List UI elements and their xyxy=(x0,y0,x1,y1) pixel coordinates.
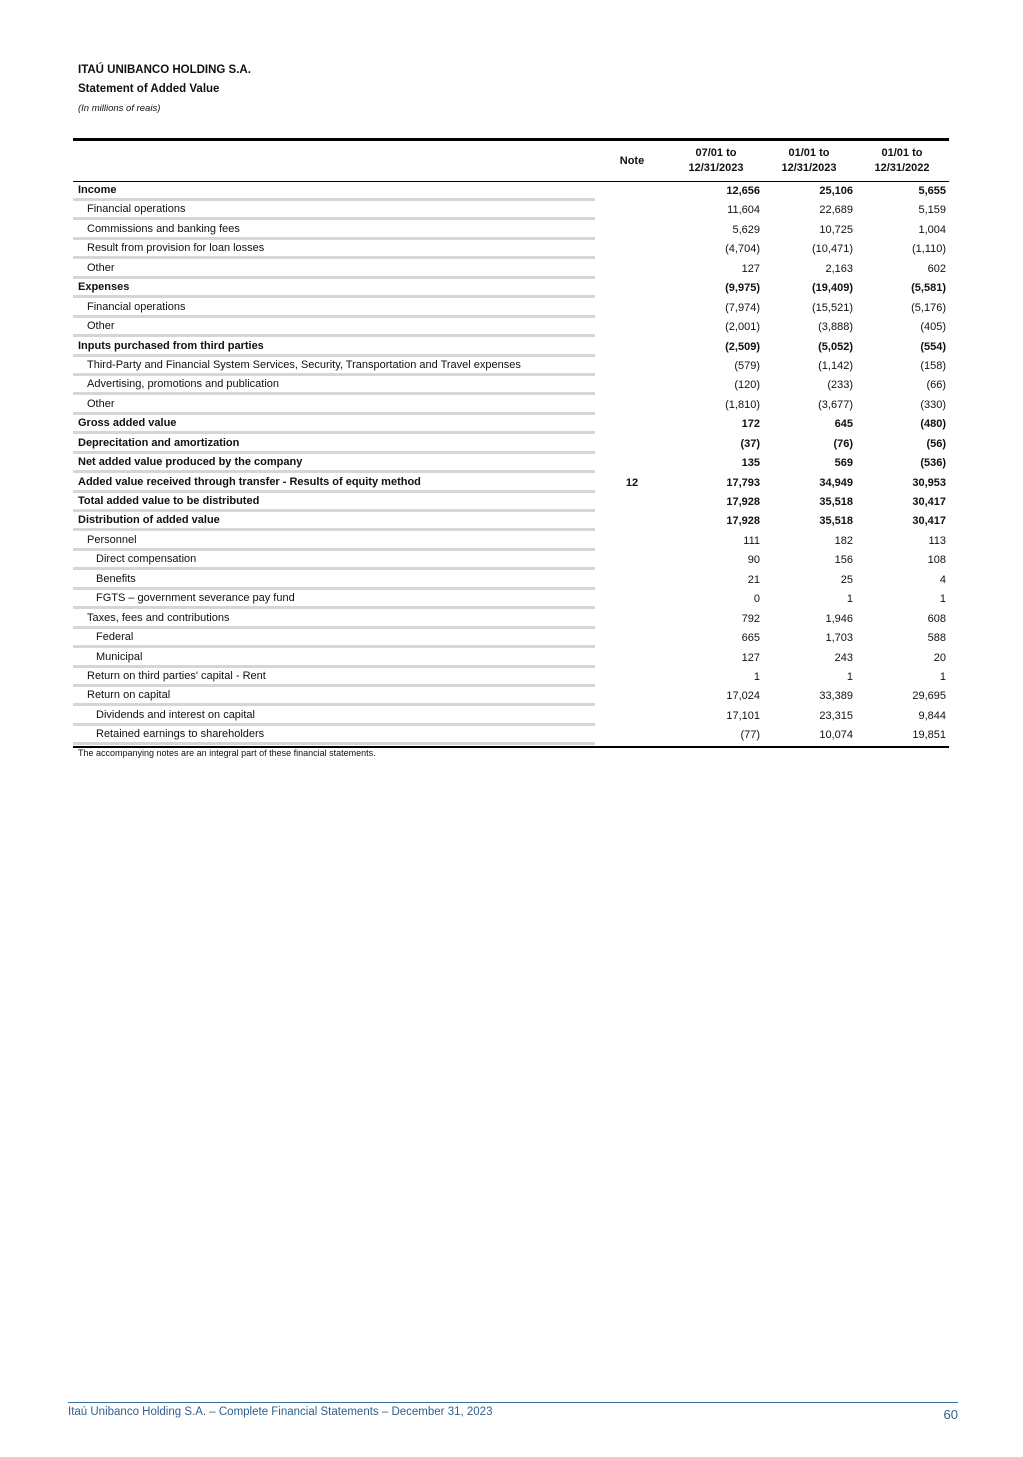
row-value-period-3: 588 xyxy=(927,632,946,645)
note-column-header: Note xyxy=(619,155,645,167)
row-value-period-3: (405) xyxy=(920,321,946,334)
row-value-period-2: 10,074 xyxy=(819,729,853,742)
row-value-period-1: 665 xyxy=(741,632,760,645)
table-row xyxy=(73,201,949,220)
row-value-period-3: 19,851 xyxy=(912,729,946,742)
row-value-period-2: (3,888) xyxy=(818,321,853,334)
row-label-cell xyxy=(73,493,595,512)
row-value-period-2: 35,518 xyxy=(819,515,853,528)
table-row xyxy=(73,454,949,473)
row-value-period-1: 90 xyxy=(747,554,760,567)
row-label-cell xyxy=(73,590,595,609)
row-value-period-3: (158) xyxy=(920,359,946,372)
period-1-line-1: 07/01 to xyxy=(695,147,737,159)
row-value-period-1: (77) xyxy=(740,729,760,742)
row-label-cell xyxy=(73,338,595,357)
table-row xyxy=(73,318,949,337)
table-row xyxy=(73,376,949,395)
row-value-period-2: (1,142) xyxy=(818,359,853,372)
row-value-period-1: (4,704) xyxy=(725,243,760,256)
row-value-period-1: 172 xyxy=(741,418,760,431)
row-label: Benefits xyxy=(96,572,136,585)
row-value-period-2: (15,521) xyxy=(812,301,853,314)
row-label-cell xyxy=(73,182,595,201)
row-label: Retained earnings to shareholders xyxy=(96,728,265,741)
row-value-period-2: 2,163 xyxy=(825,262,853,275)
row-value-period-3: (536) xyxy=(920,457,946,470)
table-row xyxy=(73,493,949,512)
row-value-period-3: 602 xyxy=(927,262,946,275)
row-value-period-2: 156 xyxy=(834,554,853,567)
row-label: Federal xyxy=(96,631,134,644)
row-value-period-1: 11,604 xyxy=(727,204,760,217)
row-value-period-1: 12,656 xyxy=(726,185,760,197)
row-label: Return on capital xyxy=(87,689,171,702)
row-value-period-3: 1 xyxy=(939,670,946,683)
table-row xyxy=(73,687,949,706)
row-label: Total added value to be distributed xyxy=(78,495,260,507)
row-value-period-1: 17,928 xyxy=(726,515,760,528)
table-row xyxy=(73,338,949,357)
table-row xyxy=(73,707,949,726)
row-label-cell xyxy=(73,629,595,648)
row-label: Distribution of added value xyxy=(78,514,220,527)
row-value-period-2: 243 xyxy=(834,651,853,664)
row-label: Dividends and interest on capital xyxy=(96,708,255,721)
row-value-period-3: 30,953 xyxy=(912,476,946,489)
row-label: Other xyxy=(87,397,115,410)
row-label: Gross added value xyxy=(78,417,177,430)
row-value-period-3: (66) xyxy=(926,379,946,392)
table-header xyxy=(73,141,949,182)
table-row xyxy=(73,629,949,648)
row-label-cell xyxy=(73,551,595,570)
period-2-column-header xyxy=(766,146,852,176)
period-1-line-2: 12/31/2023 xyxy=(688,162,744,174)
table-row xyxy=(73,279,949,298)
row-label-cell xyxy=(73,299,595,318)
row-value-period-1: (2,001) xyxy=(725,321,760,334)
row-label-cell xyxy=(73,221,595,240)
row-label-cell xyxy=(73,279,595,298)
row-value-period-1: 17,928 xyxy=(726,496,760,508)
row-value-period-2: (5,052) xyxy=(818,340,853,353)
row-label: Added value received through transfer - Results of equity method xyxy=(78,475,421,488)
row-label-cell xyxy=(73,260,595,279)
row-value-period-2: 10,725 xyxy=(819,223,853,236)
table-row xyxy=(73,357,949,376)
page-number: 60 xyxy=(943,1407,958,1422)
row-label-cell xyxy=(73,649,595,668)
footer-rule xyxy=(68,1402,958,1403)
row-value-period-1: (1,810) xyxy=(725,398,760,411)
row-value-period-3: 5,655 xyxy=(918,185,946,197)
row-label-cell xyxy=(73,610,595,629)
row-value-period-1: (579) xyxy=(734,359,760,372)
row-value-period-1: 17,793 xyxy=(726,476,760,489)
row-value-period-2: 182 xyxy=(834,534,853,547)
row-value-period-3: 113 xyxy=(928,534,946,547)
table-row xyxy=(73,571,949,590)
row-value-period-3: 20 xyxy=(933,651,946,664)
row-label: Deprecitation and amortization xyxy=(78,436,240,449)
row-value-period-2: (10,471) xyxy=(812,243,853,256)
row-label-cell xyxy=(73,532,595,551)
statement-title: Statement of Added Value xyxy=(78,83,220,95)
row-value-period-2: 1,946 xyxy=(825,612,853,625)
row-value-period-3: 108 xyxy=(927,554,946,567)
footnote: The accompanying notes are an integral part of these financial statements. xyxy=(78,748,376,758)
row-value-period-2: 33,389 xyxy=(819,690,853,703)
row-value-period-1: (2,509) xyxy=(725,340,760,353)
row-value-period-1: 5,629 xyxy=(732,223,760,236)
row-label: Income xyxy=(78,184,117,196)
period-3-line-2: 12/31/2022 xyxy=(874,162,930,174)
row-value-period-1: 0 xyxy=(753,593,760,606)
row-value-period-1: (37) xyxy=(740,437,760,450)
row-value-period-1: 1 xyxy=(753,670,760,683)
row-value-period-3: 608 xyxy=(927,612,946,625)
row-label: Advertising, promotions and publication xyxy=(87,378,280,391)
row-value-period-1: (9,975) xyxy=(725,282,760,295)
row-value-period-2: 1 xyxy=(846,670,853,683)
row-value-period-2: 23,315 xyxy=(819,709,853,722)
row-label-cell xyxy=(73,726,595,745)
row-label: Commissions and banking fees xyxy=(87,222,240,235)
row-label-cell xyxy=(73,376,595,395)
row-value-period-3: (56) xyxy=(926,437,946,450)
row-value-period-1: 17,024 xyxy=(726,690,760,703)
row-label: Financial operations xyxy=(87,300,186,313)
row-label: Net added value produced by the company xyxy=(78,456,303,469)
row-value-period-1: 135 xyxy=(741,457,760,470)
period-1-column-header xyxy=(673,146,759,176)
table-row xyxy=(73,474,949,493)
row-label-cell xyxy=(73,435,595,454)
row-value-period-3: 30,417 xyxy=(912,496,946,508)
row-label: Return on third parties' capital - Rent xyxy=(87,669,266,682)
row-value-period-3: (480) xyxy=(920,418,946,431)
company-name: ITAÚ UNIBANCO HOLDING S.A. xyxy=(78,64,251,76)
row-value-period-3: (330) xyxy=(920,398,946,411)
table-body xyxy=(73,182,949,746)
period-2-line-2: 12/31/2023 xyxy=(781,162,837,174)
row-label: Taxes, fees and contributions xyxy=(87,611,230,624)
table-row xyxy=(73,260,949,279)
table-row xyxy=(73,532,949,551)
row-value-period-3: 1,004 xyxy=(918,223,946,236)
row-label: Inputs purchased from third parties xyxy=(78,339,264,352)
row-value-period-3: (1,110) xyxy=(911,243,946,256)
row-value-period-3: (5,581) xyxy=(911,282,946,295)
table-row xyxy=(73,435,949,454)
row-label: Direct compensation xyxy=(96,553,197,566)
table-row xyxy=(73,726,949,745)
row-label-cell xyxy=(73,571,595,590)
row-label: Result from provision for loan losses xyxy=(87,242,265,255)
row-value-period-3: 9,844 xyxy=(918,709,946,722)
period-3-column-header xyxy=(859,146,945,176)
table-row xyxy=(73,610,949,629)
row-label-cell xyxy=(73,474,595,493)
table-row xyxy=(73,590,949,609)
table-row xyxy=(73,396,949,415)
table-row xyxy=(73,649,949,668)
table-row xyxy=(73,551,949,570)
units-note: (In millions of reais) xyxy=(78,103,161,114)
added-value-table xyxy=(73,138,949,748)
row-value-period-1: 17,101 xyxy=(726,709,760,722)
row-value-period-3: (554) xyxy=(920,340,946,353)
row-value-period-2: 25 xyxy=(840,573,853,586)
row-label-cell xyxy=(73,668,595,687)
row-value-period-3: 30,417 xyxy=(912,515,946,528)
row-value-period-2: (76) xyxy=(833,437,853,450)
row-label-cell xyxy=(73,357,595,376)
row-value-period-3: 1 xyxy=(939,593,946,606)
row-value-period-1: 21 xyxy=(747,573,760,586)
table-row xyxy=(73,240,949,259)
table-row xyxy=(73,415,949,434)
row-value-period-3: 29,695 xyxy=(912,690,946,703)
table-row xyxy=(73,512,949,531)
row-label: Expenses xyxy=(78,281,130,294)
row-value-period-1: 127 xyxy=(741,262,760,275)
row-label: Third-Party and Financial System Services, Security, Transportation and Travel expenses xyxy=(87,358,521,371)
row-label-cell xyxy=(73,707,595,726)
row-value-period-2: 569 xyxy=(834,457,853,470)
row-label: Other xyxy=(87,320,115,333)
row-value-period-1: 792 xyxy=(741,612,760,625)
row-value-period-2: 34,949 xyxy=(819,476,853,489)
period-3-line-1: 01/01 to xyxy=(881,147,923,159)
row-value-period-2: 645 xyxy=(834,418,853,431)
row-value-period-2: 25,106 xyxy=(819,185,853,197)
row-label-cell xyxy=(73,318,595,337)
row-value-period-2: (3,677) xyxy=(818,398,853,411)
row-value-period-3: (5,176) xyxy=(911,301,946,314)
row-label-cell xyxy=(73,687,595,706)
row-label: Financial operations xyxy=(87,203,186,216)
row-value-period-3: 4 xyxy=(939,573,946,586)
row-label: Municipal xyxy=(96,650,143,663)
row-label: FGTS – government severance pay fund xyxy=(96,592,295,605)
row-value-period-1: (120) xyxy=(734,379,760,392)
row-label: Other xyxy=(87,261,115,274)
row-value-period-2: 1 xyxy=(846,593,853,606)
row-value-period-1: (7,974) xyxy=(725,301,760,314)
table-row xyxy=(73,299,949,318)
row-value-period-2: 1,703 xyxy=(825,632,853,645)
row-note: 12 xyxy=(625,476,639,489)
row-label-cell xyxy=(73,512,595,531)
footer-text: Itaú Unibanco Holding S.A. – Complete Financial Statements – December 31, 2023 xyxy=(68,1406,493,1418)
table-row xyxy=(73,221,949,240)
row-value-period-1: 111 xyxy=(743,534,760,547)
row-label-cell xyxy=(73,201,595,220)
row-value-period-2: (19,409) xyxy=(812,282,853,295)
table-row xyxy=(73,668,949,687)
row-value-period-1: 127 xyxy=(741,651,760,664)
row-label: Personnel xyxy=(87,533,137,546)
row-value-period-3: 5,159 xyxy=(918,204,946,217)
row-label-cell xyxy=(73,454,595,473)
period-2-line-1: 01/01 to xyxy=(788,147,830,159)
row-label-cell xyxy=(73,415,595,434)
row-label-cell xyxy=(73,396,595,415)
table-row xyxy=(73,182,949,201)
row-label-cell xyxy=(73,240,595,259)
row-value-period-2: 22,689 xyxy=(819,204,853,217)
row-value-period-2: (233) xyxy=(827,379,853,392)
row-value-period-2: 35,518 xyxy=(819,496,853,508)
